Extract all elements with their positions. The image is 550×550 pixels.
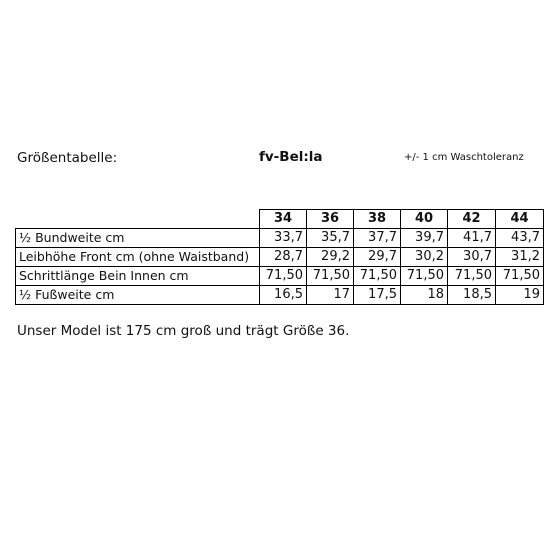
size-table-heading: Größentabelle: <box>17 150 118 166</box>
table-cell: 71,50 <box>307 267 354 286</box>
table-cell: 71,50 <box>496 267 544 286</box>
size-header-cell: 36 <box>307 210 354 229</box>
size-header-cell: 40 <box>401 210 448 229</box>
table-cell: 16,5 <box>260 286 307 305</box>
table-cell: 31,2 <box>496 248 544 267</box>
size-header-cell: 38 <box>354 210 401 229</box>
table-cell: 29,2 <box>307 248 354 267</box>
table-row <box>16 229 544 248</box>
row-label-waist: ½ Bundweite cm <box>16 229 260 248</box>
row-label-inseam: Schrittlänge Bein Innen cm <box>16 267 260 286</box>
table-cell: 41,7 <box>448 229 496 248</box>
table-cell: 17 <box>307 286 354 305</box>
table-cell: 43,7 <box>496 229 544 248</box>
table-cell: 71,50 <box>448 267 496 286</box>
table-cell: 29,7 <box>354 248 401 267</box>
size-header-row <box>16 210 544 229</box>
wash-tolerance-note: +/- 1 cm Waschtoleranz <box>404 152 524 163</box>
table-cell: 19 <box>496 286 544 305</box>
table-cell: 71,50 <box>401 267 448 286</box>
size-header-cell: 42 <box>448 210 496 229</box>
size-header-cell: 34 <box>260 210 307 229</box>
size-chart-table <box>15 209 544 305</box>
table-cell: 30,2 <box>401 248 448 267</box>
table-row <box>16 267 544 286</box>
table-cell: 18,5 <box>448 286 496 305</box>
table-cell: 18 <box>401 286 448 305</box>
table-cell: 35,7 <box>307 229 354 248</box>
table-cell: 28,7 <box>260 248 307 267</box>
header-blank-cell <box>16 210 260 229</box>
table-cell: 39,7 <box>401 229 448 248</box>
model-size-note: Unser Model ist 175 cm groß und trägt Größe 36. <box>17 323 350 339</box>
table-cell: 17,5 <box>354 286 401 305</box>
size-header-cell: 44 <box>496 210 544 229</box>
table-row <box>16 248 544 267</box>
table-cell: 71,50 <box>260 267 307 286</box>
brand-name: fv-Bel:la <box>259 149 323 165</box>
table-cell: 33,7 <box>260 229 307 248</box>
row-label-leg-opening: ½ Fußweite cm <box>16 286 260 305</box>
row-label-front-rise: Leibhöhe Front cm (ohne Waistband) <box>16 248 260 267</box>
table-cell: 37,7 <box>354 229 401 248</box>
table-row <box>16 286 544 305</box>
table-cell: 30,7 <box>448 248 496 267</box>
table-cell: 71,50 <box>354 267 401 286</box>
